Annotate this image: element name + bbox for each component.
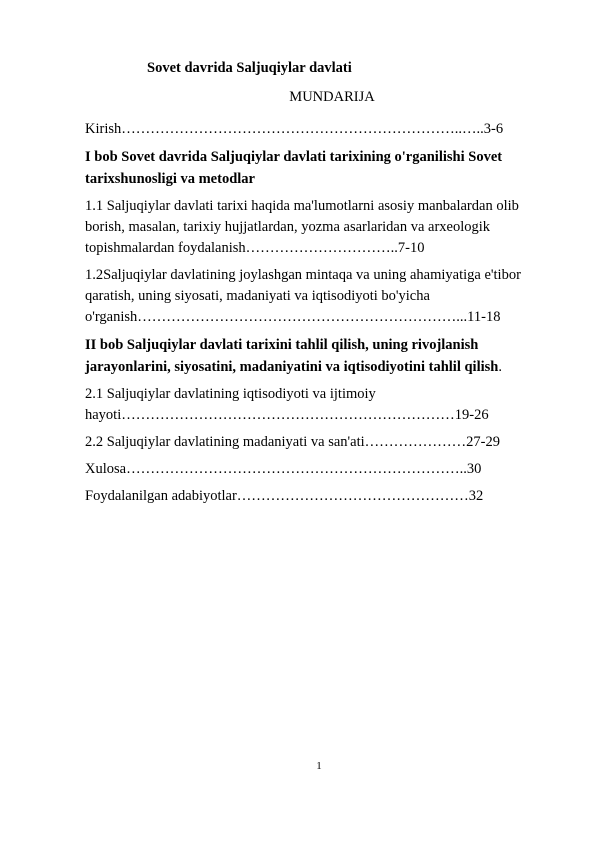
toc-entry-conclusion: Xulosa……………………………………………………………..30	[85, 461, 482, 477]
toc-section-1-2: 1.2Saljuqiylar davlatining joylashgan mintaqa va uning ahamiyatiga e'tibor qaratish, uning siyosati, madaniyati va iqtisodiyoti bo'yicha o'rganish…………………………………………………………...11-18	[85, 267, 521, 325]
table-of-contents	[85, 119, 555, 513]
toc-chapter-2-text: II bob Saljuqiylar davlati tarixini tahlil qilish, uning rivojlanish jarayonlarini, siyosatini, madaniyatini va iqtisodiyotini tahlil qilish	[85, 337, 499, 375]
toc-chapter-2-period: .	[498, 359, 502, 375]
page-number: 1	[316, 760, 322, 772]
toc-entry-intro: Kirish……………………………………………………………..…..3-6	[85, 121, 504, 137]
toc-entry-references: Foydalanilgan adabiyotlar…………………………………………32	[85, 488, 484, 504]
document-title: Sovet davrida Saljuqiylar davlati	[147, 60, 352, 76]
toc-chapter-2	[85, 334, 555, 378]
toc-section-2-2: 2.2 Saljuqiylar davlatining madaniyati va san'ati…………………27-29	[85, 434, 500, 450]
toc-section-2-1: 2.1 Saljuqiylar davlatining iqtisodiyoti va ijtimoiy hayoti……………………………………………………………19-26	[85, 386, 489, 423]
toc-section-1-1: 1.1 Saljuqiylar davlati tarixi haqida ma'lumotlarni asosiy manbalardan olib borish, masalan, tarixiy hujjatlardan, yozma asarlaridan va arxeologik topishmalardan foydalanish…………………………..7-10	[85, 198, 519, 256]
toc-heading: MUNDARIJA	[289, 89, 375, 105]
toc-chapter-1: I bob Sovet davrida Saljuqiylar davlati tarixining o'rganilishi Sovet tarixshunosligi va metodlar	[85, 149, 503, 187]
